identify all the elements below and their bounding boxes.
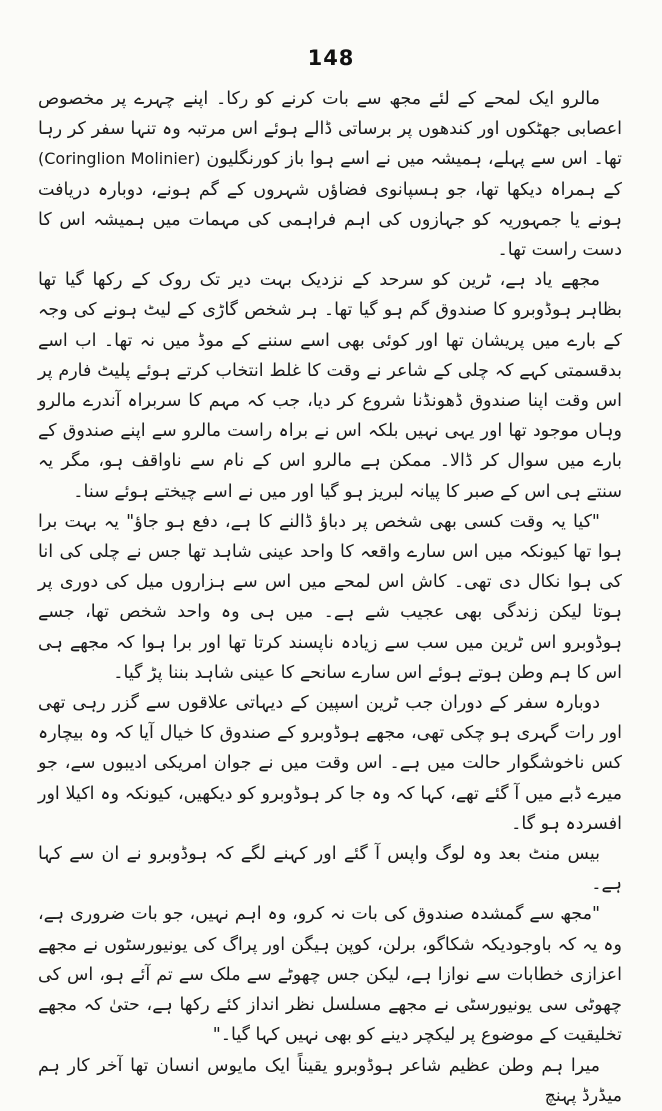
paragraph-text: کے ہمراہ دیکھا تھا، جو ہسپانوی فضاؤں شہروں کے گم ہونے، دوبارہ دریافت ہونے یا جمہوریہ کو جہازوں کی اہم فراہمی کی مہمات میں ہمیشہ اس کا دست راست تھا۔ xyxy=(38,179,622,261)
paragraph-quote: "مجھ سے گمشدہ صندوق کی بات نہ کرو، وہ اہم نہیں، جو بات ضروری ہے، وہ یہ کہ باوجودیکہ شکاگو، برلن، کوپن ہیگن اور پراگ کی یونیورسٹوں نے مجھے اعزازی خطابات سے نوازا ہے، لیکن جس چھوٹے سے ملک سے تم آئے ہو، اس کی چھوٹی سی یونیورسٹی نے مجھے مسلسل نظر انداز کئے رکھا ہے، حتیٰ کہ مجھے تخلیقیت کے موضوع پر لیکچر دینے کو بھی نہیں کہا گیا۔" xyxy=(38,904,622,1046)
paragraph-return: بیس منٹ بعد وہ لوگ واپس آ گئے اور کہنے لگے کہ ہوڈوبرو نے ان سے کہا ہے۔ xyxy=(38,844,622,895)
latin-name: (Coringlion Molinier) xyxy=(38,149,201,169)
paragraph-text: مالرو ایک لمحے کے لئے مجھ سے بات کرنے کو رکا۔ اپنے چہرے پر مخصوص اعصابی جھٹکوں اور کندھوں پر برساتی ڈالے ہوئے اس مرتبہ وہ تنہا سفر کر رہا تھا۔ اس سے پہلے، ہمیشہ میں نے اسے ہوا باز کورنگلیون xyxy=(38,89,622,170)
paragraph-lost-trunk: مجھے یاد ہے، ٹرین کو سرحد کے نزدیک بہت دیر تک روک کے رکھا گیا تھا بظاہر ہوڈوبرو کا صندوق گم ہو گیا تھا۔ ہر شخص گاڑی کے لیٹ ہونے کی وجہ کے بارے میں پریشان تھا اور کوئی بھی اسے سننے کے موڈ میں نہ تھا۔ اب اسے بدقسمتی کہے کہ چلی کے شاعر نے وقت کا غلط انتخاب کرتے ہوئے پلیٹ فارم پر اس وقت اپنا صندوق ڈھونڈنا شروع کر دیا، جب کہ مہم کا سربراہ آندرے مالرو وہاں موجود تھا اور یہی نہیں بلکہ اس نے براہ راست مالرو سے اپنے صندوق کے بارے میں سوال کر ڈالا۔ ممکن ہے مالرو اس کے نام سے ناواقف ہو، مگر یہ سنتے ہی اس کے صبر کا پیانہ لبریز ہو گیا اور میں نے اسے چیختے ہوئے سنا۔ xyxy=(38,270,622,502)
paragraph-malraux-intro xyxy=(38,84,622,265)
paragraph-night-journey: دوبارہ سفر کے دوران جب ٹرین اسپین کے دیہاتی علاقوں سے گزر رہی تھی اور رات گہری ہو چکی تھی، مجھے ہوڈوبرو کے صندوق کا خیال آیا کہ وہ بیچارہ کس ناخوشگوار حالت میں ہے۔ اس وقت میں نے جوان امریکی ادیبوں سے، جو میرے ڈبے میں آ گئے تھے، کہا کہ وہ جا کر ہوڈوبرو کو دیکھیں، کیونکہ وہ اکیلا اور افسردہ ہو گا۔ xyxy=(38,693,622,834)
paragraph-witness: "کیا یہ وقت کسی بھی شخص پر دباؤ ڈالنے کا ہے، دفع ہو جاؤ" یہ بہت برا ہوا تھا کیونکہ میں اس سارے واقعہ کا واحد عینی شاہد تھا جس نے چلی کی انا کی ہوا نکال دی تھی۔ کاش اس لمحے میں اس سے ہزاروں میل کی دوری پر ہوتا لیکن زندگی بھی عجیب شے ہے۔ میں ہی وہ واحد شخص تھا، جسے ہوڈوبرو اس ٹرین میں سب سے زیادہ ناپسند کرتا تھا اور برا ہوا کہ مجھے ہی اس کا ہم وطن ہوتے ہوئے اس سارے سانحے کا عینی شاہد بننا پڑ گیا۔ xyxy=(38,511,622,683)
paragraph-madrid: میرا ہم وطن عظیم شاعر ہوڈوبرو یقیناً ایک مایوس انسان تھا آخر کار ہم میڈرڈ پہنچ xyxy=(38,1055,622,1106)
page-number: 148 xyxy=(307,46,355,70)
page-body xyxy=(38,84,622,1111)
